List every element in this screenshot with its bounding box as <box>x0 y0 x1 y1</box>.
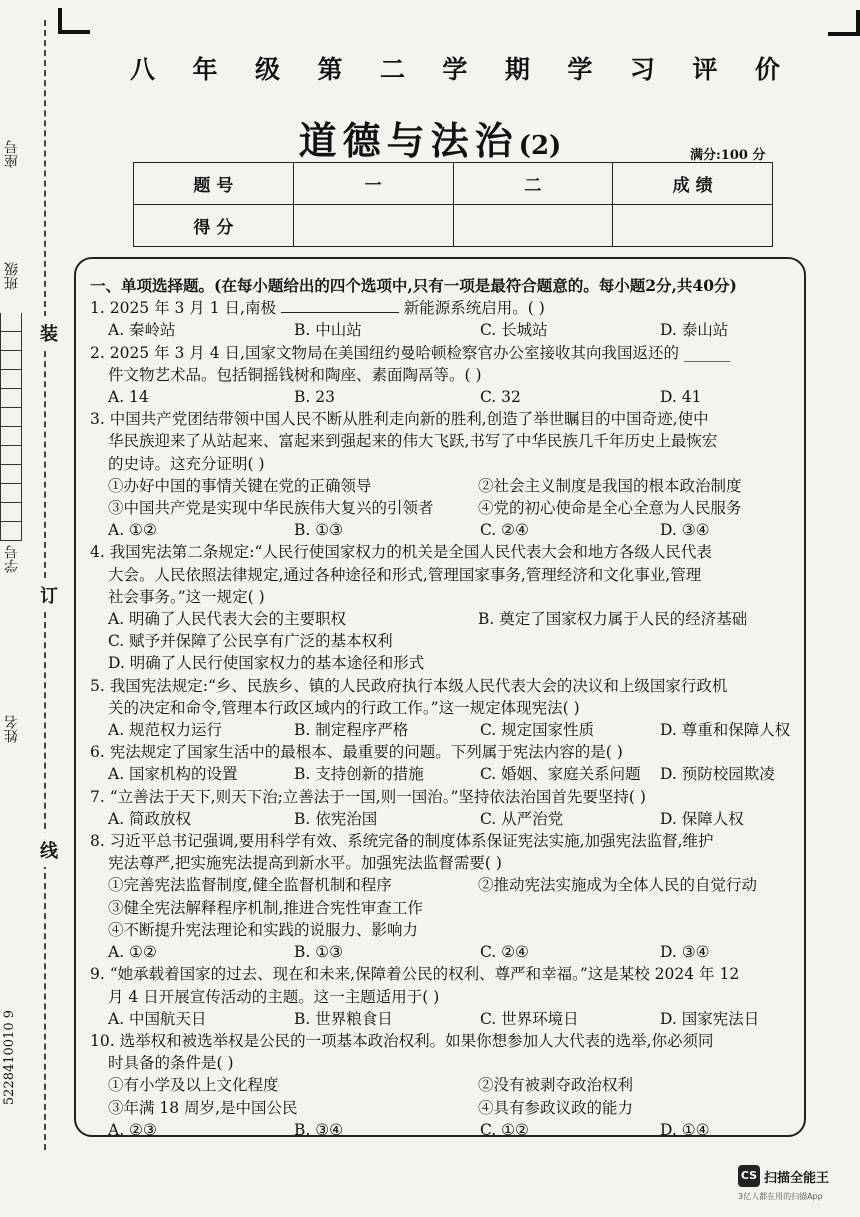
statement: ④不断提升宪法理论和实践的说服力、影响力 <box>108 920 419 939</box>
statement: ②没有被剥夺政治权利 <box>478 1076 634 1095</box>
title-char: 学 <box>442 55 468 84</box>
option-row <box>90 941 800 963</box>
seal-xian: 线 <box>38 833 60 867</box>
option[interactable]: A. 中国航天日 <box>108 1009 207 1028</box>
question-stem: 大会。人民依照法律规定,通过各种途径和形式,管理国家事务,管理经济和文化事业,管理 <box>108 565 702 584</box>
question-2 <box>90 342 800 409</box>
option[interactable]: D. 明确了人民行使国家权力的基本途径和形式 <box>108 654 425 673</box>
question-3 <box>90 408 800 541</box>
seat-label: 座号 <box>4 140 20 168</box>
option[interactable]: C. 世界环境日 <box>480 1009 579 1028</box>
barcode-number: 5228410010 9 <box>2 1010 17 1106</box>
option-row <box>90 519 800 541</box>
score-input-cell[interactable] <box>453 205 613 247</box>
title-char: 学 <box>567 55 593 84</box>
section-title: 一、单项选择题。(在每小题给出的四个选项中,只有一项是最符合题意的。每小题2分,共40分) <box>90 276 737 295</box>
title-char: 二 <box>379 55 405 84</box>
statement: ①办好中国的事情关键在党的正确领导 <box>108 476 372 495</box>
statement: ③健全宪法解释程序机制,推进合宪性审查工作 <box>108 898 423 917</box>
title-char: 期 <box>504 55 530 84</box>
option[interactable]: D. ③④ <box>660 943 710 962</box>
option[interactable]: B. 制定程序严格 <box>294 721 409 740</box>
title-char: 价 <box>754 55 780 84</box>
statement: ①有小学及以上文化程度 <box>108 1076 279 1095</box>
score-input-cell[interactable] <box>613 205 773 247</box>
option[interactable]: A. 简政放权 <box>108 809 192 828</box>
statement: ②社会主义制度是我国的根本政治制度 <box>478 476 742 495</box>
score-cell: 一 <box>293 163 453 205</box>
question-stem: 的史诗。这充分证明( ) <box>108 454 265 473</box>
option[interactable]: D. 预防校园欺凌 <box>660 765 775 784</box>
title-char: 评 <box>692 55 718 84</box>
exam-title <box>130 50 780 86</box>
score-cell: 题 号 <box>134 163 294 205</box>
statement: ④具有参政议政的能力 <box>478 1098 634 1117</box>
score-table <box>133 162 773 247</box>
score-input-cell[interactable] <box>293 205 453 247</box>
question-10 <box>90 1030 800 1141</box>
option[interactable]: D. 保障人权 <box>660 809 744 828</box>
question-5 <box>90 675 800 742</box>
score-cell: 得 分 <box>134 205 294 247</box>
option[interactable]: A. 秦岭站 <box>108 321 176 340</box>
option[interactable]: D. 泰山站 <box>660 321 729 340</box>
statement: ①完善宪法监督制度,健全监督机制和程序 <box>108 876 392 895</box>
option[interactable]: C. 32 <box>480 388 521 407</box>
question-stem: 9. “她承载着国家的过去、现在和未来,保障着公民的权利、尊严和幸福。”这是某校 2024 年 12 <box>90 965 740 984</box>
seal-zhuang: 装 <box>38 316 60 350</box>
option[interactable]: B. 23 <box>294 388 335 407</box>
scanner-tagline: 3亿人都在用的扫描App <box>738 1192 823 1201</box>
option[interactable]: B. 中山站 <box>294 321 362 340</box>
option[interactable]: A. 明确了人民代表大会的主要职权 <box>108 610 347 629</box>
option-row <box>90 608 800 675</box>
question-stem: 宪法尊严,把实施宪法提高到新水平。加强宪法监督需要( ) <box>108 854 502 873</box>
option-row <box>90 1119 800 1141</box>
question-stem: 4. 我国宪法第二条规定:“人民行使国家权力的机关是全国人民代表大会和地方各级人民代表 <box>90 543 712 562</box>
question-stem: 2. 2025 年 3 月 4 日,国家文物局在美国纽约曼哈顿检察官办公室接收其向我国返还的 ______ <box>90 343 731 362</box>
id-label: 学号 <box>4 545 20 573</box>
question-4 <box>90 541 800 674</box>
full-mark: 满分:100 分 <box>690 148 766 163</box>
statement: ④党的初心使命是全心全意为人民服务 <box>478 499 742 518</box>
statement: ②推动宪法实施成为全体人民的自觉行动 <box>478 876 758 895</box>
option-row <box>90 719 800 741</box>
option[interactable]: B. 世界粮食日 <box>294 1009 393 1028</box>
option[interactable]: C. 长城站 <box>480 321 548 340</box>
option[interactable]: D. 41 <box>660 388 702 407</box>
name-label: 姓名 <box>4 715 20 743</box>
option-row <box>90 386 800 408</box>
option[interactable]: C. ②④ <box>480 943 529 962</box>
question-stem: 社会事务。”这一规定( ) <box>108 587 265 606</box>
option-row <box>90 1008 800 1030</box>
title-char: 习 <box>629 55 655 84</box>
question-stem: 关的决定和命令,管理本行政区域内的行政工作。”这一规定体现宪法( ) <box>108 698 580 717</box>
subject-name: 道德与法治 <box>298 118 519 163</box>
option[interactable]: A. 国家机构的设置 <box>108 765 238 784</box>
option[interactable]: C. ①② <box>480 1120 529 1139</box>
option[interactable]: D. ①④ <box>660 1120 710 1139</box>
question-stem: 件文物艺术品。包括铜摇钱树和陶座、素面陶鬲等。( ) <box>108 365 482 384</box>
option[interactable]: C. 规定国家性质 <box>480 721 595 740</box>
option[interactable]: C. 赋予并保障了公民享有广泛的基本权利 <box>108 632 393 651</box>
seal-ding: 订 <box>38 578 60 612</box>
option[interactable]: A. ②③ <box>108 1120 157 1139</box>
option[interactable]: A. ①② <box>108 943 157 962</box>
option-row <box>90 319 800 341</box>
scanner-watermark <box>738 1165 829 1202</box>
class-label: 班级 <box>4 262 20 290</box>
statement-list <box>90 475 800 519</box>
question-stem: 时具备的条件是( ) <box>108 1054 234 1073</box>
option[interactable]: B. 依宪治国 <box>294 809 378 828</box>
statement-list <box>90 1074 800 1118</box>
score-table-score-row <box>134 205 773 247</box>
option[interactable]: D. 尊重和保障人权 <box>660 721 791 740</box>
score-table-header-row <box>134 163 773 205</box>
score-cell: 成 绩 <box>613 163 773 205</box>
question-stem: 1. 2025 年 3 月 1 日,南极 新能源系统启用。( ) <box>90 299 545 318</box>
question-stem: 5. 我国宪法规定:“乡、民族乡、镇的人民政府执行本级人民代表大会的决议和上级国家行政机 <box>90 676 728 695</box>
score-cell: 二 <box>453 163 613 205</box>
title-char: 八 <box>130 55 156 84</box>
option-row <box>90 808 800 830</box>
title-char: 年 <box>192 55 218 84</box>
statement-list <box>90 874 800 896</box>
question-stem: 7. “立善法于天下,则天下治;立善法于一国,则一国治。”坚持依法治国首先要坚持( ) <box>90 787 646 806</box>
option[interactable]: C. 从严治党 <box>480 809 564 828</box>
question-6 <box>90 741 800 785</box>
statement: ③中国共产党是实现中华民族伟大复兴的引领者 <box>108 499 434 518</box>
statement: ③年满 18 周岁,是中国公民 <box>108 1098 298 1117</box>
question-8 <box>90 830 800 963</box>
question-stem: 3. 中国共产党团结带领中国人民不断从胜利走向新的胜利,创造了举世瞩目的中国奇迹,使中 <box>90 410 709 429</box>
option[interactable]: A. 14 <box>108 388 149 407</box>
option-row <box>90 763 800 785</box>
option[interactable]: D. 国家宪法日 <box>660 1009 760 1028</box>
class-grid <box>0 313 22 541</box>
option[interactable]: B. 支持创新的措施 <box>294 765 424 784</box>
question-9 <box>90 963 800 1030</box>
corner-mark-left <box>58 8 90 34</box>
question-7 <box>90 786 800 830</box>
question-stem: 8. 习近平总书记强调,要用科学有效、系统完备的制度体系保证宪法实施,加强宪法监督,维护 <box>90 832 714 851</box>
option[interactable]: C. 婚姻、家庭关系问题 <box>480 765 641 784</box>
title-char: 级 <box>254 55 280 84</box>
title-char: 第 <box>317 55 343 84</box>
binding-strip <box>0 0 60 1217</box>
answer-blank[interactable] <box>281 298 399 313</box>
option[interactable]: A. ①② <box>108 521 157 540</box>
option[interactable]: B. ③④ <box>294 1120 344 1139</box>
question-stem: 6. 宪法规定了国家生活中的最根本、最重要的问题。下列属于宪法内容的是( ) <box>90 743 623 762</box>
option[interactable]: B. 奠定了国家权力属于人民的经济基础 <box>478 610 748 629</box>
scanner-name: 扫描全能王 <box>764 1170 830 1186</box>
question-1 <box>90 297 800 341</box>
option[interactable]: C. ②④ <box>480 521 529 540</box>
option[interactable]: B. ①③ <box>294 521 344 540</box>
option[interactable]: D. ③④ <box>660 521 710 540</box>
question-stem: 华民族迎来了从站起来、富起来到强起来的伟大飞跃,书写了中华民族几千年历史上最恢宏 <box>108 432 718 451</box>
corner-mark-right <box>828 10 860 36</box>
option[interactable]: B. ①③ <box>294 943 344 962</box>
option[interactable]: A. 规范权力运行 <box>108 721 223 740</box>
question-section <box>90 275 800 1141</box>
scanner-logo: CS <box>738 1165 760 1187</box>
question-stem: 月 4 日开展宣传活动的主题。这一主题适用于( ) <box>108 987 440 1006</box>
question-stem: 10. 选举权和被选举权是公民的一项基本政治权利。如果你想参加人大代表的选举,你必须同 <box>90 1031 714 1050</box>
subject-number: (2) <box>518 131 562 161</box>
